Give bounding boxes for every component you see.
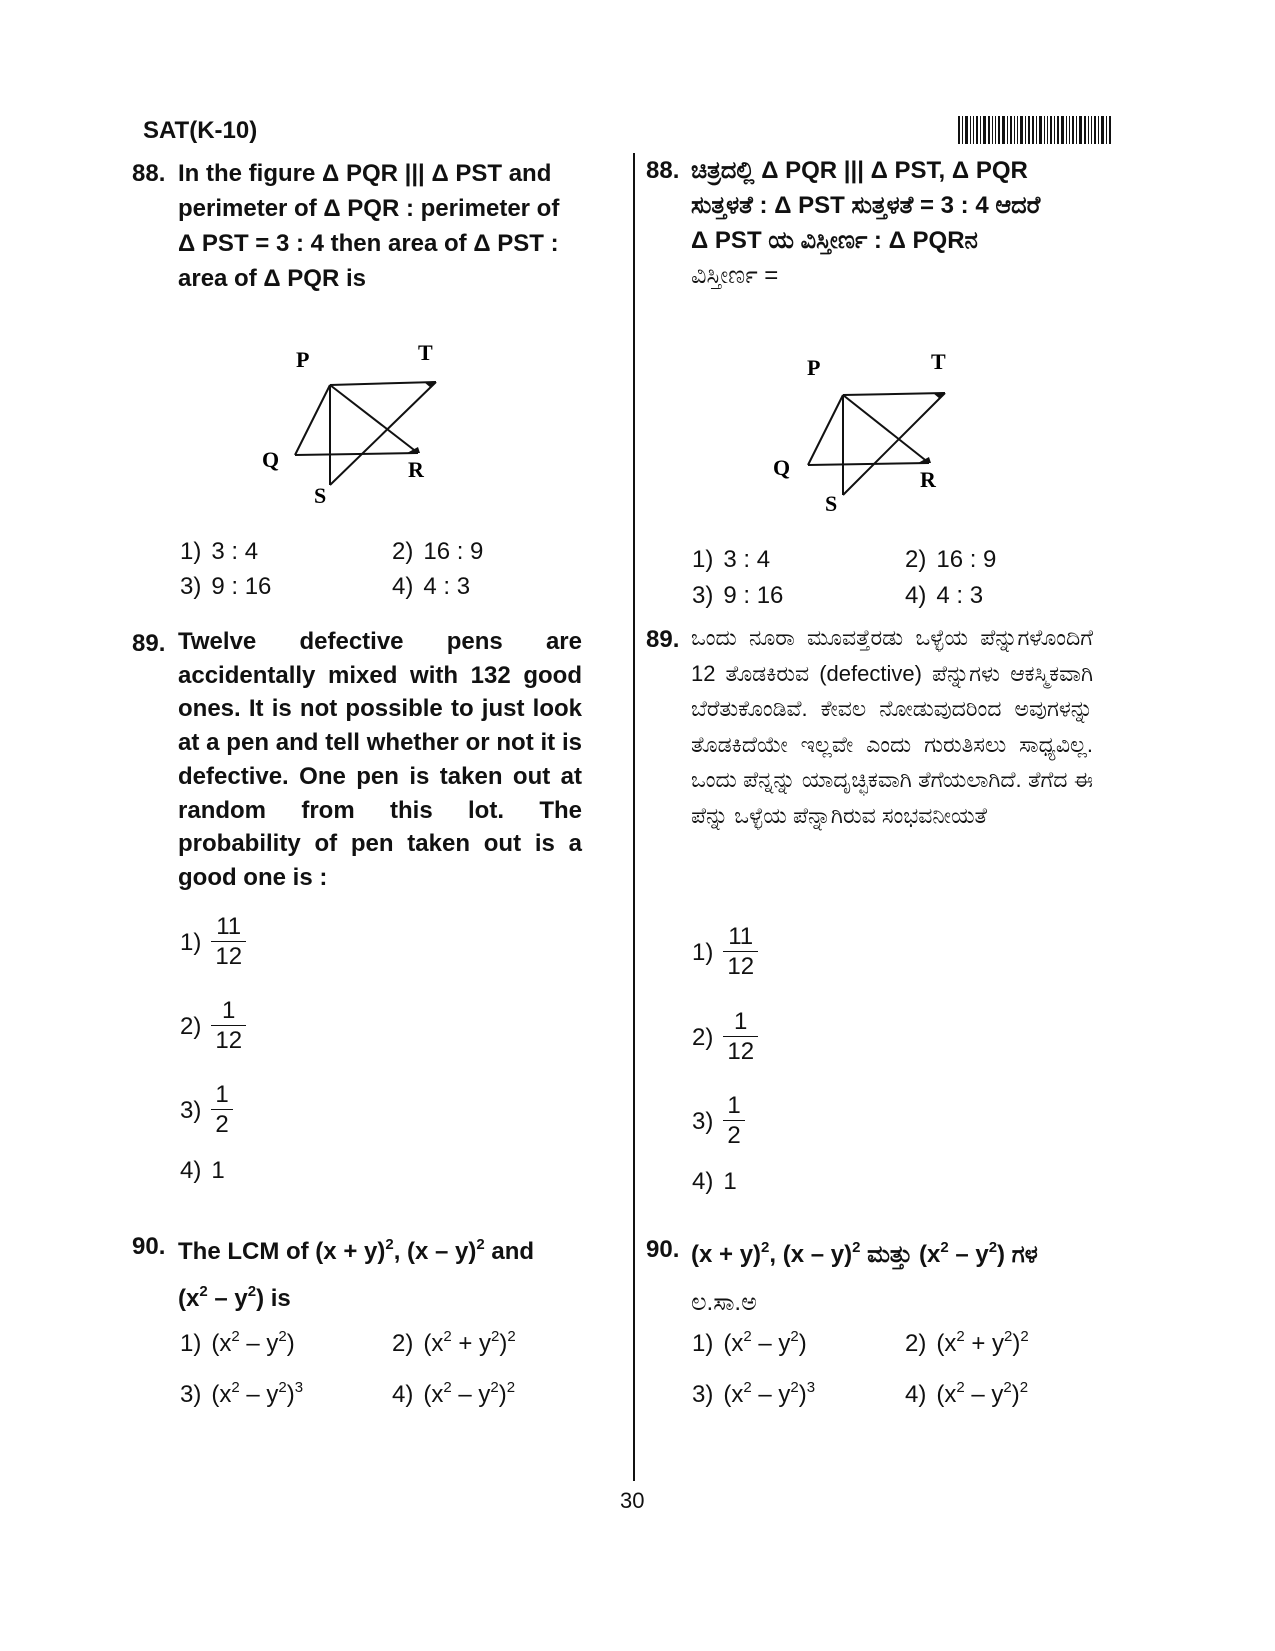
q90-option-2[interactable]: 2) $(x^2 + y^2)^2$ [392,1328,516,1357]
q89-option-2-kn[interactable]: 2) $\frac{1}{12}$ [692,1008,758,1067]
q88-option-3[interactable]: 3) 9 : 16 [180,573,272,600]
q90-number: 90. [132,1233,166,1260]
label-t: T [418,340,433,365]
q89-text-kn: ಒಂದು ನೂರಾ ಮೂವತ್ತೆರಡು ಒಳ್ಳೆಯ ಪೆನ್ನುಗಳೊಂದಿಗೆ 12 ತೊಡಕಿರುವ (defective) ಪೆನ್ನುಗಳು ಆಕಸ್ಮಿಕವಾಗಿ ಬೆರೆತುಕೊಂಡಿವೆ. ಕೇವಲ ನೋಡುವುದರಿಂದ ಅವುಗಳನ್ನು ತೊಡಕಿದೆಯೇ ಇಲ್ಲವೇ ಎಂದು ಗುರುತಿಸಲು ಸಾಧ್ಯವಿಲ್ಲ. ಒಂದು ಪೆನ್ನನ್ನು ಯಾದೃಚ್ಛಿಕವಾಗಿ ತೆಗೆಯಲಾಗಿದೆ. ತೆಗೆದ ಈ ಪೆನ್ನು ಒಳ್ಳೆಯ ಪೆನ್ನಾಗಿರುವ ಸಂಭವನೀಯತೆ [691,625,1093,828]
q89-text: Twelve defective pens are accidentally mixed with 132 good ones. It is not possible to just look at a pen and tell whether or not it is defective. One pen is taken out at random from this lot. The probability of pen taken out is a good one is : [178,628,582,891]
q88-option-3-kn[interactable]: 3) 9 : 16 [692,582,784,609]
triangle-icon: Δ [888,227,906,254]
q88-number: 88. [132,160,166,187]
q90-option-2-kn[interactable]: 2) $(x^2 + y^2)^2$ [905,1328,1029,1357]
label-r: R [408,457,424,482]
triangle-icon: Δ [323,195,341,222]
q89-option-1-kn[interactable]: 1) $\frac{11}{12}$ [692,923,758,982]
triangle-icon: Δ [870,157,888,184]
triangle-icon: Δ [691,227,709,254]
q88-option-1-kn[interactable]: 1) 3 : 4 [692,546,771,573]
q90-option-4-kn[interactable]: 4) $(x^2 - y^2)^2$ [905,1379,1029,1408]
q88-number-kn: 88. [646,157,680,184]
q90-option-4[interactable]: 4) $(x^2 - y^2)^2$ [392,1379,516,1408]
q88-option-4-kn[interactable]: 4) 4 : 3 [905,582,984,609]
q88-option-2-kn[interactable]: 2) 16 : 9 [905,546,997,573]
label-q: Q [262,447,280,472]
q88-option-1[interactable]: 1) 3 : 4 [180,538,259,565]
q88-text-kn: ಚಿತ್ರದಲ್ಲಿ Δ PQR ||| Δ PST, Δ PQR ಸುತ್ತಳತೆ : Δ PST ಸುತ್ತಳತೆ = 3 : 4 ಆದರೆ Δ PST ಯ ವಿಸ್ತೀರ್ಣ : Δ PQRನ ವಿಸ್ತೀರ್ಣ = [691,157,1041,289]
q90-text-kn: $(x + y)^2$, (x – y)$^2$ ಮತ್ತು $(x^2 - y^2)$ ಗಳ ಲ.ಸಾ.ಅ [691,1239,1038,1316]
q89-option-1[interactable]: 1) $\frac{11}{12}$ [180,913,246,972]
q88-option-2[interactable]: 2) 16 : 9 [392,538,484,565]
triangle-icon: Δ [951,157,970,184]
triangle-icon: Δ [431,160,449,187]
q90-option-1[interactable]: 1) $(x^2 - y^2)$ [180,1328,295,1357]
q90-option-1-kn[interactable]: 1) $(x^2 - y^2)$ [692,1328,807,1357]
q89-option-2[interactable]: 2) $\frac{1}{12}$ [180,997,246,1056]
triangle-icon: Δ [178,230,196,257]
q90-text: The LCM of $(x + y)^2$, (x – y)$^2$ and $(x^2 - y^2)$ is [178,1236,535,1312]
label-s-kn: S [825,491,838,516]
q89-option-4[interactable]: 4) 1 [180,1157,225,1184]
label-s: S [314,483,327,508]
label-p: P [296,347,310,372]
triangle-icon: Δ [322,160,340,187]
q89-option-3-kn[interactable]: 3) $\frac{1}{2}$ [692,1092,745,1151]
triangle-icon: Δ [263,265,281,292]
label-p-kn: P [807,355,821,380]
q88-text: In the figure Δ PQR ||| Δ PST and perimeter of Δ PQR : perimeter of Δ PST = 3 : 4 then area of Δ PST : area of Δ PQR is [178,160,560,292]
q88-figure-kannada [765,345,975,520]
q89-number-kn: 89. [646,626,680,653]
label-t-kn: T [931,349,946,374]
barcode [958,116,1130,144]
triangle-icon: Δ [761,157,779,184]
q90-option-3-kn[interactable]: 3) $(x^2 - y^2)^3$ [692,1379,816,1408]
q89-number: 89. [132,630,166,657]
label-r-kn: R [920,467,936,492]
q89-option-3[interactable]: 3) $\frac{1}{2}$ [180,1081,233,1140]
page-number: 30 [620,1488,645,1513]
label-q-kn: Q [773,455,791,480]
q90-number-kn: 90. [646,1236,680,1263]
paper-code: SAT(K-10) [143,117,258,144]
triangle-icon: Δ [774,192,792,219]
q88-figure-english [250,335,460,510]
q89-option-4-kn[interactable]: 4) 1 [692,1168,737,1195]
q88-option-4[interactable]: 4) 4 : 3 [392,573,471,600]
triangle-icon: Δ [473,230,491,257]
column-divider [633,153,635,1481]
q90-option-3[interactable]: 3) $(x^2 - y^2)^3$ [180,1379,304,1408]
